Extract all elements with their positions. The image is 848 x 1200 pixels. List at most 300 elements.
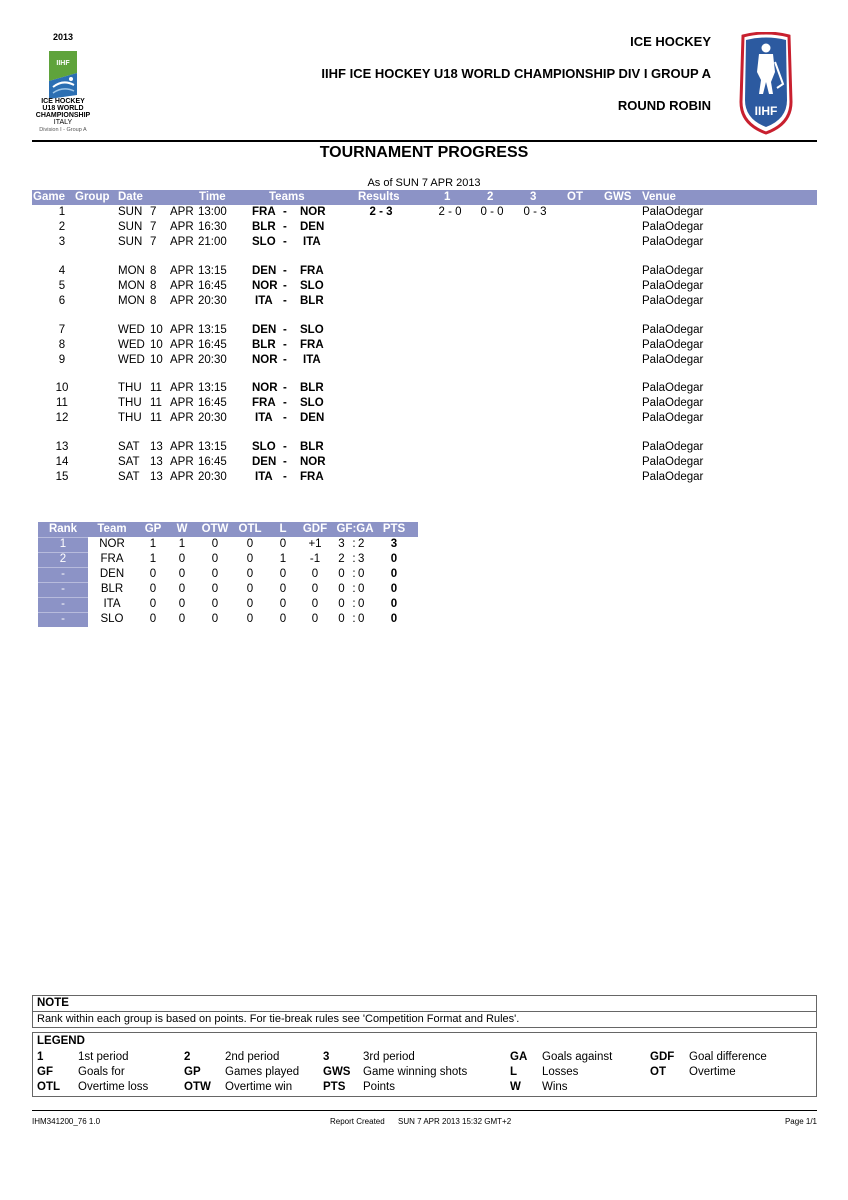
- game-time: 16:45: [198, 456, 227, 468]
- note-divider: [33, 1011, 816, 1012]
- team-separator: -: [283, 339, 287, 351]
- game-date-num: 10: [150, 324, 163, 336]
- game-number: 13: [55, 441, 69, 453]
- points: 3: [390, 538, 398, 550]
- away-team: FRA: [300, 265, 324, 277]
- game-time: 16:30: [198, 221, 227, 233]
- home-team: BLR: [252, 221, 276, 233]
- points: 0: [390, 613, 398, 625]
- goal-difference: +1: [308, 538, 322, 550]
- game-time: 16:45: [198, 280, 227, 292]
- legend-label: Overtime win: [225, 1081, 293, 1093]
- game-month: APR: [170, 397, 194, 409]
- logo-division: Division I - Group A: [39, 127, 87, 133]
- away-team: BLR: [300, 382, 324, 394]
- game-date-num: 7: [150, 206, 157, 218]
- home-team: DEN: [252, 324, 277, 336]
- game-date-num: 8: [150, 265, 157, 277]
- team-code: BLR: [100, 583, 124, 595]
- game-month: APR: [170, 221, 194, 233]
- game-date-num: 10: [150, 354, 163, 366]
- losses: 0: [279, 598, 287, 610]
- legend-key: 3: [323, 1051, 330, 1063]
- game-day: WED: [118, 354, 145, 366]
- game-date-num: 7: [150, 221, 157, 233]
- as-of-date: As of SUN 7 APR 2013: [367, 177, 481, 189]
- home-team: FRA: [252, 206, 276, 218]
- game-day: SUN: [118, 236, 143, 248]
- game-date-num: 11: [150, 412, 162, 424]
- game-day: MON: [118, 280, 145, 292]
- team-separator: -: [283, 441, 287, 453]
- header-event: IIHF ICE HOCKEY U18 WORLD CHAMPIONSHIP DIV I GROUP A: [321, 66, 711, 81]
- game-row: [32, 382, 817, 397]
- overtime-wins: 0: [211, 613, 219, 625]
- legend-key: OT: [650, 1066, 666, 1078]
- legend-key: GWS: [323, 1066, 351, 1078]
- col-gdf: GDF: [302, 523, 328, 535]
- standings-header: [38, 522, 418, 537]
- game-venue: PalaOdegar: [642, 280, 704, 292]
- home-team: SLO: [252, 236, 276, 248]
- legend-label: Points: [363, 1081, 395, 1093]
- overtime-losses: 0: [246, 538, 254, 550]
- losses: 0: [279, 538, 287, 550]
- game-venue: PalaOdegar: [642, 324, 704, 336]
- game-time: 20:30: [198, 295, 227, 307]
- schedule-header: [32, 190, 817, 205]
- legend-label: Overtime loss: [78, 1081, 149, 1093]
- team-separator: -: [283, 280, 287, 292]
- col-otl: OTL: [238, 523, 262, 535]
- col-rank: Rank: [48, 523, 78, 535]
- header-phase: ROUND ROBIN: [617, 98, 711, 113]
- legend-label: 1st period: [78, 1051, 129, 1063]
- legend-key: PTS: [323, 1081, 346, 1093]
- goals-against: 2: [358, 538, 365, 550]
- game-day: SUN: [118, 206, 143, 218]
- game-number: 1: [58, 206, 66, 218]
- game-time: 13:15: [198, 441, 227, 453]
- home-team: DEN: [252, 456, 277, 468]
- game-time: 21:00: [198, 236, 227, 248]
- game-month: APR: [170, 382, 194, 394]
- game-number: 11: [56, 397, 68, 409]
- iihf-logo-icon: [737, 32, 795, 136]
- game-month: APR: [170, 412, 194, 424]
- col-team: Team: [97, 523, 127, 535]
- game-number: 8: [58, 339, 66, 351]
- game-venue: PalaOdegar: [642, 397, 704, 409]
- team-separator: -: [283, 397, 287, 409]
- game-venue: PalaOdegar: [642, 471, 704, 483]
- game-number: 12: [55, 412, 69, 424]
- team-separator: -: [283, 221, 287, 233]
- team-code: DEN: [99, 568, 125, 580]
- game-time: 13:15: [198, 265, 227, 277]
- team-separator: -: [283, 265, 287, 277]
- games-played: 1: [149, 553, 157, 565]
- logo-line: ITALY: [53, 119, 73, 126]
- col-game: Game: [33, 191, 65, 203]
- team-separator: -: [283, 412, 287, 424]
- report-created-label: Report Created: [330, 1117, 385, 1126]
- col-results: Results: [358, 191, 400, 203]
- legend-key: GF: [37, 1066, 53, 1078]
- standings-row: - DEN 0 0 0 0 0 0 0 : 0 0: [38, 567, 418, 582]
- iihf-logo-text: IIHF: [754, 104, 778, 118]
- overtime-wins: 0: [211, 553, 219, 565]
- game-day: MON: [118, 265, 145, 277]
- game-row: [32, 441, 817, 456]
- game-day: THU: [118, 412, 142, 424]
- game-row: [32, 206, 817, 221]
- game-date-num: 13: [150, 441, 163, 453]
- game-day: SAT: [118, 456, 140, 468]
- col-date: Date: [118, 191, 143, 203]
- team-rank: -: [38, 612, 88, 627]
- games-played: 0: [149, 613, 157, 625]
- team-rank: 2: [38, 552, 88, 567]
- goal-difference: -1: [309, 553, 321, 565]
- col-gp: GP: [144, 523, 162, 535]
- games-played: 1: [149, 538, 157, 550]
- game-venue: PalaOdegar: [642, 382, 704, 394]
- points: 0: [390, 598, 398, 610]
- game-venue: PalaOdegar: [642, 295, 704, 307]
- points: 0: [390, 553, 398, 565]
- goals-against: 0: [358, 613, 365, 625]
- goals-for: 0: [338, 613, 345, 625]
- game-date-num: 10: [150, 339, 163, 351]
- col-gf-ga: GF:GA: [336, 523, 374, 535]
- game-day: SAT: [118, 471, 140, 483]
- legend-label: Goals against: [542, 1051, 613, 1063]
- game-date-num: 13: [150, 471, 163, 483]
- goal-difference: 0: [311, 613, 319, 625]
- legend-key: GA: [510, 1051, 528, 1063]
- home-team: ITA: [255, 412, 273, 424]
- period-1-score: 2 - 0: [438, 206, 462, 218]
- game-number: 7: [58, 324, 66, 336]
- goals-for: 0: [338, 583, 345, 595]
- col-teams: Teams: [269, 191, 305, 203]
- legend-label: Goal difference: [689, 1051, 767, 1063]
- team-rank: 1: [38, 537, 88, 552]
- col-pts: PTS: [382, 523, 406, 535]
- away-team: DEN: [300, 412, 325, 424]
- team-code: ITA: [103, 598, 121, 610]
- goal-difference: 0: [311, 568, 319, 580]
- game-date-num: 7: [150, 236, 157, 248]
- game-row: [32, 412, 817, 427]
- game-number: 3: [58, 236, 66, 248]
- team-separator: -: [283, 295, 287, 307]
- home-team: ITA: [255, 471, 273, 483]
- standings-row: - SLO 0 0 0 0 0 0 0 : 0 0: [38, 612, 418, 627]
- home-team: FRA: [252, 397, 276, 409]
- game-row: [32, 265, 817, 280]
- team-rank: -: [38, 582, 88, 597]
- losses: 1: [279, 553, 287, 565]
- legend-key: W: [510, 1081, 521, 1093]
- team-separator: -: [283, 324, 287, 336]
- home-team: SLO: [252, 441, 276, 453]
- game-number: 5: [58, 280, 66, 292]
- overtime-losses: 0: [246, 568, 254, 580]
- game-day: MON: [118, 295, 145, 307]
- standings-row: 1 NOR 1 1 0 0 0 +1 3 : 2 3: [38, 537, 418, 552]
- goals-for: 3: [338, 538, 345, 550]
- game-venue: PalaOdegar: [642, 354, 704, 366]
- note-title: NOTE: [37, 997, 69, 1009]
- legend-label: Games played: [225, 1066, 300, 1078]
- game-time: 20:30: [198, 412, 227, 424]
- event-logo-mark-icon: [47, 43, 79, 101]
- game-venue: PalaOdegar: [642, 456, 704, 468]
- game-number: 14: [55, 456, 69, 468]
- col-gws: GWS: [604, 191, 632, 203]
- legend-box: [32, 1032, 817, 1097]
- report-created-time: SUN 7 APR 2013 15:32 GMT+2: [398, 1117, 512, 1126]
- col-w: W: [176, 523, 188, 535]
- game-month: APR: [170, 280, 194, 292]
- overtime-wins: 0: [211, 583, 219, 595]
- col-ot: OT: [567, 191, 583, 203]
- home-team: BLR: [252, 339, 276, 351]
- game-venue: PalaOdegar: [642, 441, 704, 453]
- away-team: FRA: [300, 339, 324, 351]
- away-team: ITA: [303, 354, 321, 366]
- legend-key: OTL: [37, 1081, 60, 1093]
- wins: 0: [178, 583, 186, 595]
- game-row: [32, 221, 817, 236]
- logo-text-lines: [30, 98, 96, 126]
- legend-key: 2: [184, 1051, 191, 1063]
- home-team: NOR: [252, 280, 278, 292]
- goals-against: 0: [358, 583, 365, 595]
- game-day: THU: [118, 382, 142, 394]
- game-row: [32, 339, 817, 354]
- game-time: 13:00: [198, 206, 227, 218]
- home-team: DEN: [252, 265, 277, 277]
- logo-mark-text: IIHF: [56, 60, 70, 67]
- period-3-score: 0 - 3: [523, 206, 547, 218]
- team-separator: -: [283, 206, 287, 218]
- game-date-num: 11: [150, 397, 162, 409]
- logo-line: CHAMPIONSHIP: [35, 112, 91, 119]
- game-number: 2: [58, 221, 66, 233]
- standings-row: - BLR 0 0 0 0 0 0 0 : 0 0: [38, 582, 418, 597]
- away-team: NOR: [300, 206, 326, 218]
- game-result: 2 - 3: [369, 206, 393, 218]
- wins: 0: [178, 553, 186, 565]
- goals-for: 2: [338, 553, 345, 565]
- game-number: 10: [55, 382, 69, 394]
- away-team: ITA: [303, 236, 321, 248]
- overtime-wins: 0: [211, 568, 219, 580]
- legend-label: Goals for: [78, 1066, 125, 1078]
- game-month: APR: [170, 265, 194, 277]
- col-venue: Venue: [642, 191, 676, 203]
- game-venue: PalaOdegar: [642, 236, 704, 248]
- game-day: SAT: [118, 441, 140, 453]
- game-month: APR: [170, 324, 194, 336]
- overtime-losses: 0: [246, 613, 254, 625]
- col-otw: OTW: [201, 523, 229, 535]
- game-number: 9: [58, 354, 66, 366]
- game-date-num: 11: [150, 382, 162, 394]
- goal-difference: 0: [311, 583, 319, 595]
- overtime-losses: 0: [246, 583, 254, 595]
- legend-key: GP: [184, 1066, 201, 1078]
- game-day: THU: [118, 397, 142, 409]
- game-row: [32, 397, 817, 412]
- game-row: [32, 354, 817, 369]
- game-number: 6: [58, 295, 66, 307]
- losses: 0: [279, 613, 287, 625]
- team-code: FRA: [100, 553, 124, 565]
- standings-row: - ITA 0 0 0 0 0 0 0 : 0 0: [38, 597, 418, 612]
- logo-line: ICE HOCKEY: [41, 98, 85, 105]
- overtime-wins: 0: [211, 538, 219, 550]
- legend-label: Losses: [542, 1066, 579, 1078]
- logo-line: U18 WORLD: [42, 105, 84, 112]
- game-time: 20:30: [198, 471, 227, 483]
- overtime-losses: 0: [246, 553, 254, 565]
- game-date-num: 8: [150, 280, 157, 292]
- games-played: 0: [149, 568, 157, 580]
- team-separator: -: [283, 456, 287, 468]
- header-divider: [32, 140, 817, 142]
- wins: 0: [178, 613, 186, 625]
- wins: 1: [178, 538, 186, 550]
- game-month: APR: [170, 295, 194, 307]
- games-played: 0: [149, 583, 157, 595]
- goals-against: 0: [358, 568, 365, 580]
- away-team: FRA: [300, 471, 324, 483]
- header-sport: ICE HOCKEY: [630, 34, 711, 49]
- legend-key: 1: [37, 1051, 44, 1063]
- points: 0: [390, 568, 398, 580]
- legend-key: L: [510, 1066, 518, 1078]
- game-month: APR: [170, 471, 194, 483]
- game-time: 13:15: [198, 324, 227, 336]
- game-date-num: 8: [150, 295, 157, 307]
- legend-key: OTW: [184, 1081, 211, 1093]
- team-separator: -: [283, 236, 287, 248]
- game-time: 20:30: [198, 354, 227, 366]
- losses: 0: [279, 583, 287, 595]
- note-box: [32, 995, 817, 1028]
- footer-divider: [32, 1110, 817, 1111]
- legend-label: Game winning shots: [363, 1066, 468, 1078]
- game-row: [32, 280, 817, 295]
- home-team: ITA: [255, 295, 273, 307]
- game-day: WED: [118, 339, 145, 351]
- col-group: Group: [75, 191, 110, 203]
- game-venue: PalaOdegar: [642, 206, 704, 218]
- game-month: APR: [170, 236, 194, 248]
- game-month: APR: [170, 456, 194, 468]
- goals-for: 0: [338, 598, 345, 610]
- logo-year: 2013: [52, 32, 74, 42]
- legend-label: Wins: [542, 1081, 568, 1093]
- goal-difference: 0: [311, 598, 319, 610]
- document-code: IHM341200_76 1.0: [32, 1117, 101, 1126]
- game-date-num: 13: [150, 456, 163, 468]
- game-venue: PalaOdegar: [642, 265, 704, 277]
- legend-title: LEGEND: [37, 1035, 85, 1047]
- page-number: Page 1/1: [784, 1117, 817, 1126]
- losses: 0: [279, 568, 287, 580]
- team-rank: -: [38, 567, 88, 582]
- overtime-losses: 0: [246, 598, 254, 610]
- goals-against: 3: [358, 553, 365, 565]
- legend-label: 2nd period: [225, 1051, 280, 1063]
- away-team: BLR: [300, 441, 324, 453]
- period-2-score: 0 - 0: [480, 206, 504, 218]
- wins: 0: [178, 598, 186, 610]
- points: 0: [390, 583, 398, 595]
- game-day: WED: [118, 324, 145, 336]
- team-rank: -: [38, 597, 88, 612]
- col-l: L: [279, 523, 287, 535]
- away-team: SLO: [300, 324, 324, 336]
- team-code: NOR: [99, 538, 125, 550]
- game-month: APR: [170, 206, 194, 218]
- goals-against: 0: [358, 598, 365, 610]
- game-row: [32, 295, 817, 310]
- team-separator: -: [283, 382, 287, 394]
- game-time: 16:45: [198, 397, 227, 409]
- col-period-1: 1: [444, 191, 451, 203]
- away-team: SLO: [300, 280, 324, 292]
- legend-key: GDF: [650, 1051, 675, 1063]
- standings-row: 2 FRA 1 0 0 0 1 -1 2 : 3 0: [38, 552, 418, 567]
- team-separator: -: [283, 354, 287, 366]
- col-period-3: 3: [530, 191, 537, 203]
- game-number: 4: [58, 265, 66, 277]
- away-team: NOR: [300, 456, 326, 468]
- game-row: [32, 236, 817, 251]
- game-month: APR: [170, 441, 194, 453]
- game-month: APR: [170, 339, 194, 351]
- away-team: BLR: [300, 295, 324, 307]
- game-venue: PalaOdegar: [642, 221, 704, 233]
- game-row: [32, 456, 817, 471]
- team-code: SLO: [100, 613, 124, 625]
- event-logo: [30, 32, 96, 136]
- away-team: DEN: [300, 221, 325, 233]
- goals-for: 0: [338, 568, 345, 580]
- page-title: TOURNAMENT PROGRESS: [319, 144, 529, 161]
- game-row: [32, 324, 817, 339]
- legend-label: Overtime: [689, 1066, 736, 1078]
- game-venue: PalaOdegar: [642, 412, 704, 424]
- game-time: 16:45: [198, 339, 227, 351]
- team-separator: -: [283, 471, 287, 483]
- col-period-2: 2: [487, 191, 494, 203]
- wins: 0: [178, 568, 186, 580]
- game-number: 15: [55, 471, 69, 483]
- home-team: NOR: [252, 354, 278, 366]
- game-day: SUN: [118, 221, 143, 233]
- col-time: Time: [199, 191, 226, 203]
- games-played: 0: [149, 598, 157, 610]
- legend-label: 3rd period: [363, 1051, 415, 1063]
- game-row: [32, 471, 817, 486]
